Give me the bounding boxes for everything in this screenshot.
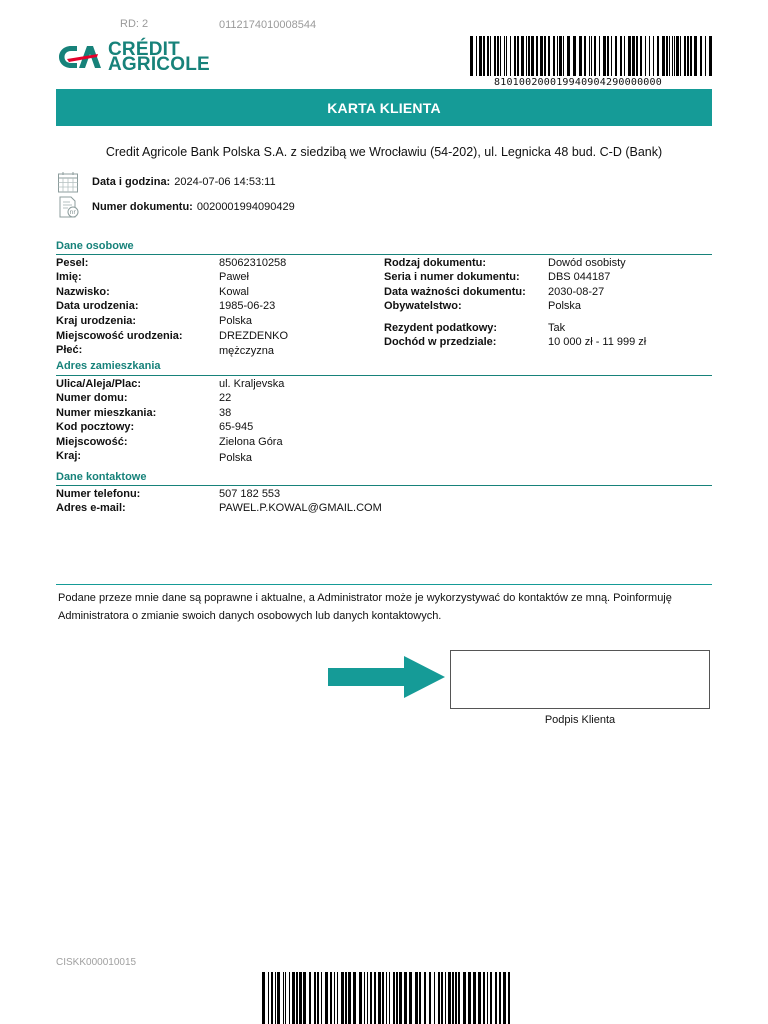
barcode-bar <box>370 972 372 1024</box>
barcode-bar <box>473 972 476 1024</box>
barcode-bar <box>483 972 485 1024</box>
barcode-bar <box>434 972 435 1024</box>
barcode-bar <box>563 36 564 76</box>
barcode-bar <box>499 972 501 1024</box>
bank-info-line: Credit Agricole Bank Polska S.A. z siedzibą we Wrocławiu (54-202), ul. Legnicka 48 bud. C-D (Bank) <box>105 145 663 159</box>
field-label: Imię: <box>56 271 82 283</box>
barcode-bar <box>487 972 488 1024</box>
page-title: KARTA KLIENTA <box>327 99 441 116</box>
barcode-bar <box>317 972 319 1024</box>
barcode-bar <box>409 972 412 1024</box>
field-value: 2030-08-27 <box>548 286 605 298</box>
section-title-address: Adres zamieszkania <box>56 360 161 372</box>
field-label: Miejscowość: <box>56 436 128 448</box>
barcode-bar <box>548 36 550 76</box>
barcode-bar <box>544 36 546 76</box>
barcode-bar <box>559 36 562 76</box>
barcode-bar <box>303 972 306 1024</box>
barcode-bar <box>348 972 351 1024</box>
barcode-bar <box>607 36 609 76</box>
barcode-bar <box>528 36 530 76</box>
bottom-barcode-graphic <box>262 972 510 1024</box>
barcode-bar <box>299 972 302 1024</box>
field-label: Numer telefonu: <box>56 488 141 500</box>
barcode-bar <box>694 36 697 76</box>
field-label: Pesel: <box>56 257 89 269</box>
barcode-bar <box>657 36 659 76</box>
date-row <box>57 171 276 193</box>
signature-box[interactable] <box>450 650 710 709</box>
barcode-bar <box>404 972 407 1024</box>
barcode-bar <box>676 36 679 76</box>
barcode-bar <box>441 972 443 1024</box>
barcode-bar <box>374 972 376 1024</box>
field-value: 10 000 zł - 11 999 zł <box>548 336 647 348</box>
logo-line-2: AGRICOLE <box>108 54 210 75</box>
barcode-bar <box>330 972 332 1024</box>
barcode-bar <box>591 36 592 76</box>
barcode-bar <box>603 36 606 76</box>
field-value: DBS 044187 <box>548 271 611 283</box>
barcode-bar <box>321 972 322 1024</box>
barcode-bar <box>495 972 497 1024</box>
barcode-bar <box>277 972 280 1024</box>
field-value: Polska <box>219 452 253 464</box>
barcode-bar <box>476 36 477 76</box>
barcode-bar <box>594 36 596 76</box>
barcode-bar <box>415 972 418 1024</box>
reference-number: 0112174010008544 <box>219 19 317 31</box>
barcode-bar <box>448 972 451 1024</box>
section-title-personal: Dane osobowe <box>56 240 134 252</box>
barcode-bar <box>684 36 686 76</box>
barcode-bar <box>463 972 466 1024</box>
barcode-bar <box>325 972 328 1024</box>
barcode-bar <box>700 36 702 76</box>
barcode-bar <box>584 36 586 76</box>
barcode-bar <box>396 972 398 1024</box>
top-barcode-graphic <box>470 36 714 76</box>
barcode-bar <box>490 36 491 76</box>
barcode-bar <box>567 36 570 76</box>
document-number-value: 0020001994090429 <box>196 201 295 213</box>
field-label: Numer domu: <box>56 392 128 404</box>
barcode-bar <box>536 36 538 76</box>
field-value: PAWEL.P.KOWAL@GMAIL.COM <box>219 502 382 514</box>
barcode-bar <box>553 36 555 76</box>
barcode-bar <box>653 36 654 76</box>
barcode-bar <box>479 36 482 76</box>
barcode-bar <box>452 972 454 1024</box>
barcode-bar <box>705 36 706 76</box>
field-value: mężczyzna <box>219 345 275 357</box>
calendar-icon <box>57 171 79 193</box>
barcode-bar <box>424 972 426 1024</box>
field-label: Numer mieszkania: <box>56 407 157 419</box>
barcode-bar <box>309 972 311 1024</box>
field-value: Tak <box>548 322 566 334</box>
barcode-bar <box>615 36 617 76</box>
field-value: Kowal <box>219 286 249 298</box>
barcode-bar <box>579 36 582 76</box>
barcode-bar <box>478 972 481 1024</box>
barcode-bar <box>378 972 381 1024</box>
barcode-bar <box>341 972 344 1024</box>
barcode-bar <box>490 972 492 1024</box>
barcode-bar <box>506 36 507 76</box>
field-label: Data ważności dokumentu: <box>384 286 526 298</box>
barcode-bar <box>573 36 576 76</box>
barcode-bar <box>589 36 590 76</box>
field-value: DREZDENKO <box>219 330 289 342</box>
barcode-bar <box>458 972 460 1024</box>
barcode-bar <box>382 972 384 1024</box>
field-label: Obywatelstwo: <box>384 300 462 312</box>
barcode-bar <box>275 972 276 1024</box>
barcode-bar <box>504 36 505 76</box>
barcode-bar <box>419 972 421 1024</box>
field-value: 22 <box>219 392 232 404</box>
barcode-bar <box>337 972 338 1024</box>
barcode-bar <box>289 972 290 1024</box>
barcode-bar <box>296 972 298 1024</box>
barcode-bar <box>510 36 511 76</box>
field-value: Paweł <box>219 271 249 283</box>
field-label: Ulica/Aleja/Plac: <box>56 378 141 390</box>
barcode-bar <box>514 36 516 76</box>
field-value: 38 <box>219 407 232 419</box>
svg-text:nr: nr <box>69 209 76 216</box>
barcode-bar <box>399 972 402 1024</box>
barcode-bar <box>364 972 365 1024</box>
signature-label: Podpis Klienta <box>544 714 616 726</box>
top-barcode <box>470 36 714 76</box>
barcode-bar <box>540 36 543 76</box>
date-value: 2024-07-06 14:53:11 <box>174 176 276 188</box>
barcode-bar <box>649 36 650 76</box>
field-label: Płeć: <box>56 344 83 356</box>
barcode-bar <box>445 972 446 1024</box>
section-title-contact: Dane kontaktowe <box>56 471 147 483</box>
barcode-bar <box>620 36 622 76</box>
barcode-bar <box>494 36 496 76</box>
title-band <box>56 89 712 126</box>
rd-label: RD: 2 <box>120 18 149 30</box>
field-value: 507 182 553 <box>219 488 281 500</box>
barcode-bar <box>389 972 390 1024</box>
barcode-bar <box>508 972 510 1024</box>
barcode-bar <box>517 36 519 76</box>
field-label: Data urodzenia: <box>56 300 139 312</box>
field-value: 65-945 <box>219 421 254 433</box>
barcode-bar <box>531 36 534 76</box>
field-value: 85062310258 <box>219 257 287 269</box>
barcode-number: 810100200019940904290000000 <box>494 77 662 88</box>
barcode-bar <box>662 36 665 76</box>
section-rule-contact <box>56 485 712 486</box>
barcode-bar <box>393 972 395 1024</box>
barcode-bar <box>624 36 625 76</box>
barcode-bar <box>455 972 457 1024</box>
bottom-barcode <box>262 972 510 1024</box>
barcode-bar <box>690 36 692 76</box>
credit-agricole-logo <box>57 40 210 74</box>
barcode-bar <box>497 36 499 76</box>
field-label: Miejscowość urodzenia: <box>56 330 183 342</box>
field-label: Kod pocztowy: <box>56 421 135 433</box>
document-number-row <box>57 196 295 218</box>
barcode-bar <box>285 972 286 1024</box>
field-label: Kraj urodzenia: <box>56 315 137 327</box>
barcode-bar <box>599 36 600 76</box>
barcode-bar <box>283 972 284 1024</box>
field-value: Dowód osobisty <box>548 257 626 269</box>
barcode-bar <box>314 972 316 1024</box>
barcode-bar <box>666 36 668 76</box>
barcode-bar <box>645 36 646 76</box>
barcode-bar <box>669 36 670 76</box>
barcode-bar <box>268 972 269 1024</box>
field-value: 1985-06-23 <box>219 300 276 312</box>
field-label: Rodzaj dokumentu: <box>384 257 487 269</box>
barcode-bar <box>386 972 387 1024</box>
barcode-bar <box>271 972 273 1024</box>
barcode-bar <box>557 36 558 76</box>
barcode-bar <box>483 36 485 76</box>
arrow-right-icon <box>328 656 446 698</box>
field-label: Seria i numer dokumentu: <box>384 271 520 283</box>
field-value: Polska <box>219 315 253 327</box>
barcode-bar <box>687 36 689 76</box>
barcode-bar <box>503 972 506 1024</box>
barcode-bar <box>709 36 712 76</box>
barcode-bar <box>353 972 356 1024</box>
field-value: Zielona Góra <box>219 436 283 448</box>
barcode-bar <box>359 972 362 1024</box>
logo-wordmark <box>108 39 210 75</box>
barcode-bar <box>611 36 612 76</box>
barcode-bar <box>672 36 673 76</box>
barcode-bar <box>680 36 681 76</box>
barcode-bar <box>367 972 368 1024</box>
field-value: ul. Kraljevska <box>219 378 285 390</box>
barcode-bar <box>500 36 501 76</box>
barcode-bar <box>640 36 642 76</box>
barcode-bar <box>345 972 347 1024</box>
field-label: Adres e-mail: <box>56 502 126 514</box>
field-value: Polska <box>548 300 582 312</box>
document-number-label: Numer dokumentu: <box>92 201 193 213</box>
barcode-bar <box>632 36 635 76</box>
field-label: Dochód w przedziale: <box>384 336 497 348</box>
section-rule-address <box>56 375 712 376</box>
barcode-bar <box>470 36 473 76</box>
barcode-bar <box>487 36 489 76</box>
barcode-bar <box>334 972 335 1024</box>
date-label: Data i godzina: <box>92 176 171 188</box>
barcode-bar <box>468 972 471 1024</box>
barcode-bar <box>521 36 524 76</box>
barcode-bar <box>438 972 440 1024</box>
barcode-bar <box>429 972 431 1024</box>
barcode-bar <box>636 36 638 76</box>
declaration-text: Podane przeze mnie dane są poprawne i aktualne, a Administrator może je wykorzystywać do kontaktów ze mną. Poinformuję Administratora o zmianie swoich danych osobowych lub danych kontaktowych. <box>58 592 672 622</box>
barcode-bar <box>628 36 631 76</box>
barcode-bar <box>292 972 295 1024</box>
declaration-rule <box>56 584 712 585</box>
document-number-icon <box>57 196 79 218</box>
barcode-bar <box>526 36 527 76</box>
footer-code: CISKK000010015 <box>56 957 137 968</box>
barcode-bar <box>674 36 675 76</box>
barcode-bar <box>262 972 265 1024</box>
credit-agricole-logo-icon <box>57 42 101 72</box>
field-label: Rezydent podatkowy: <box>384 322 498 334</box>
section-rule-personal <box>56 254 712 255</box>
logo-line-1: CRÉDIT <box>108 39 180 60</box>
field-label: Kraj: <box>56 450 82 462</box>
field-label: Nazwisko: <box>56 286 110 298</box>
